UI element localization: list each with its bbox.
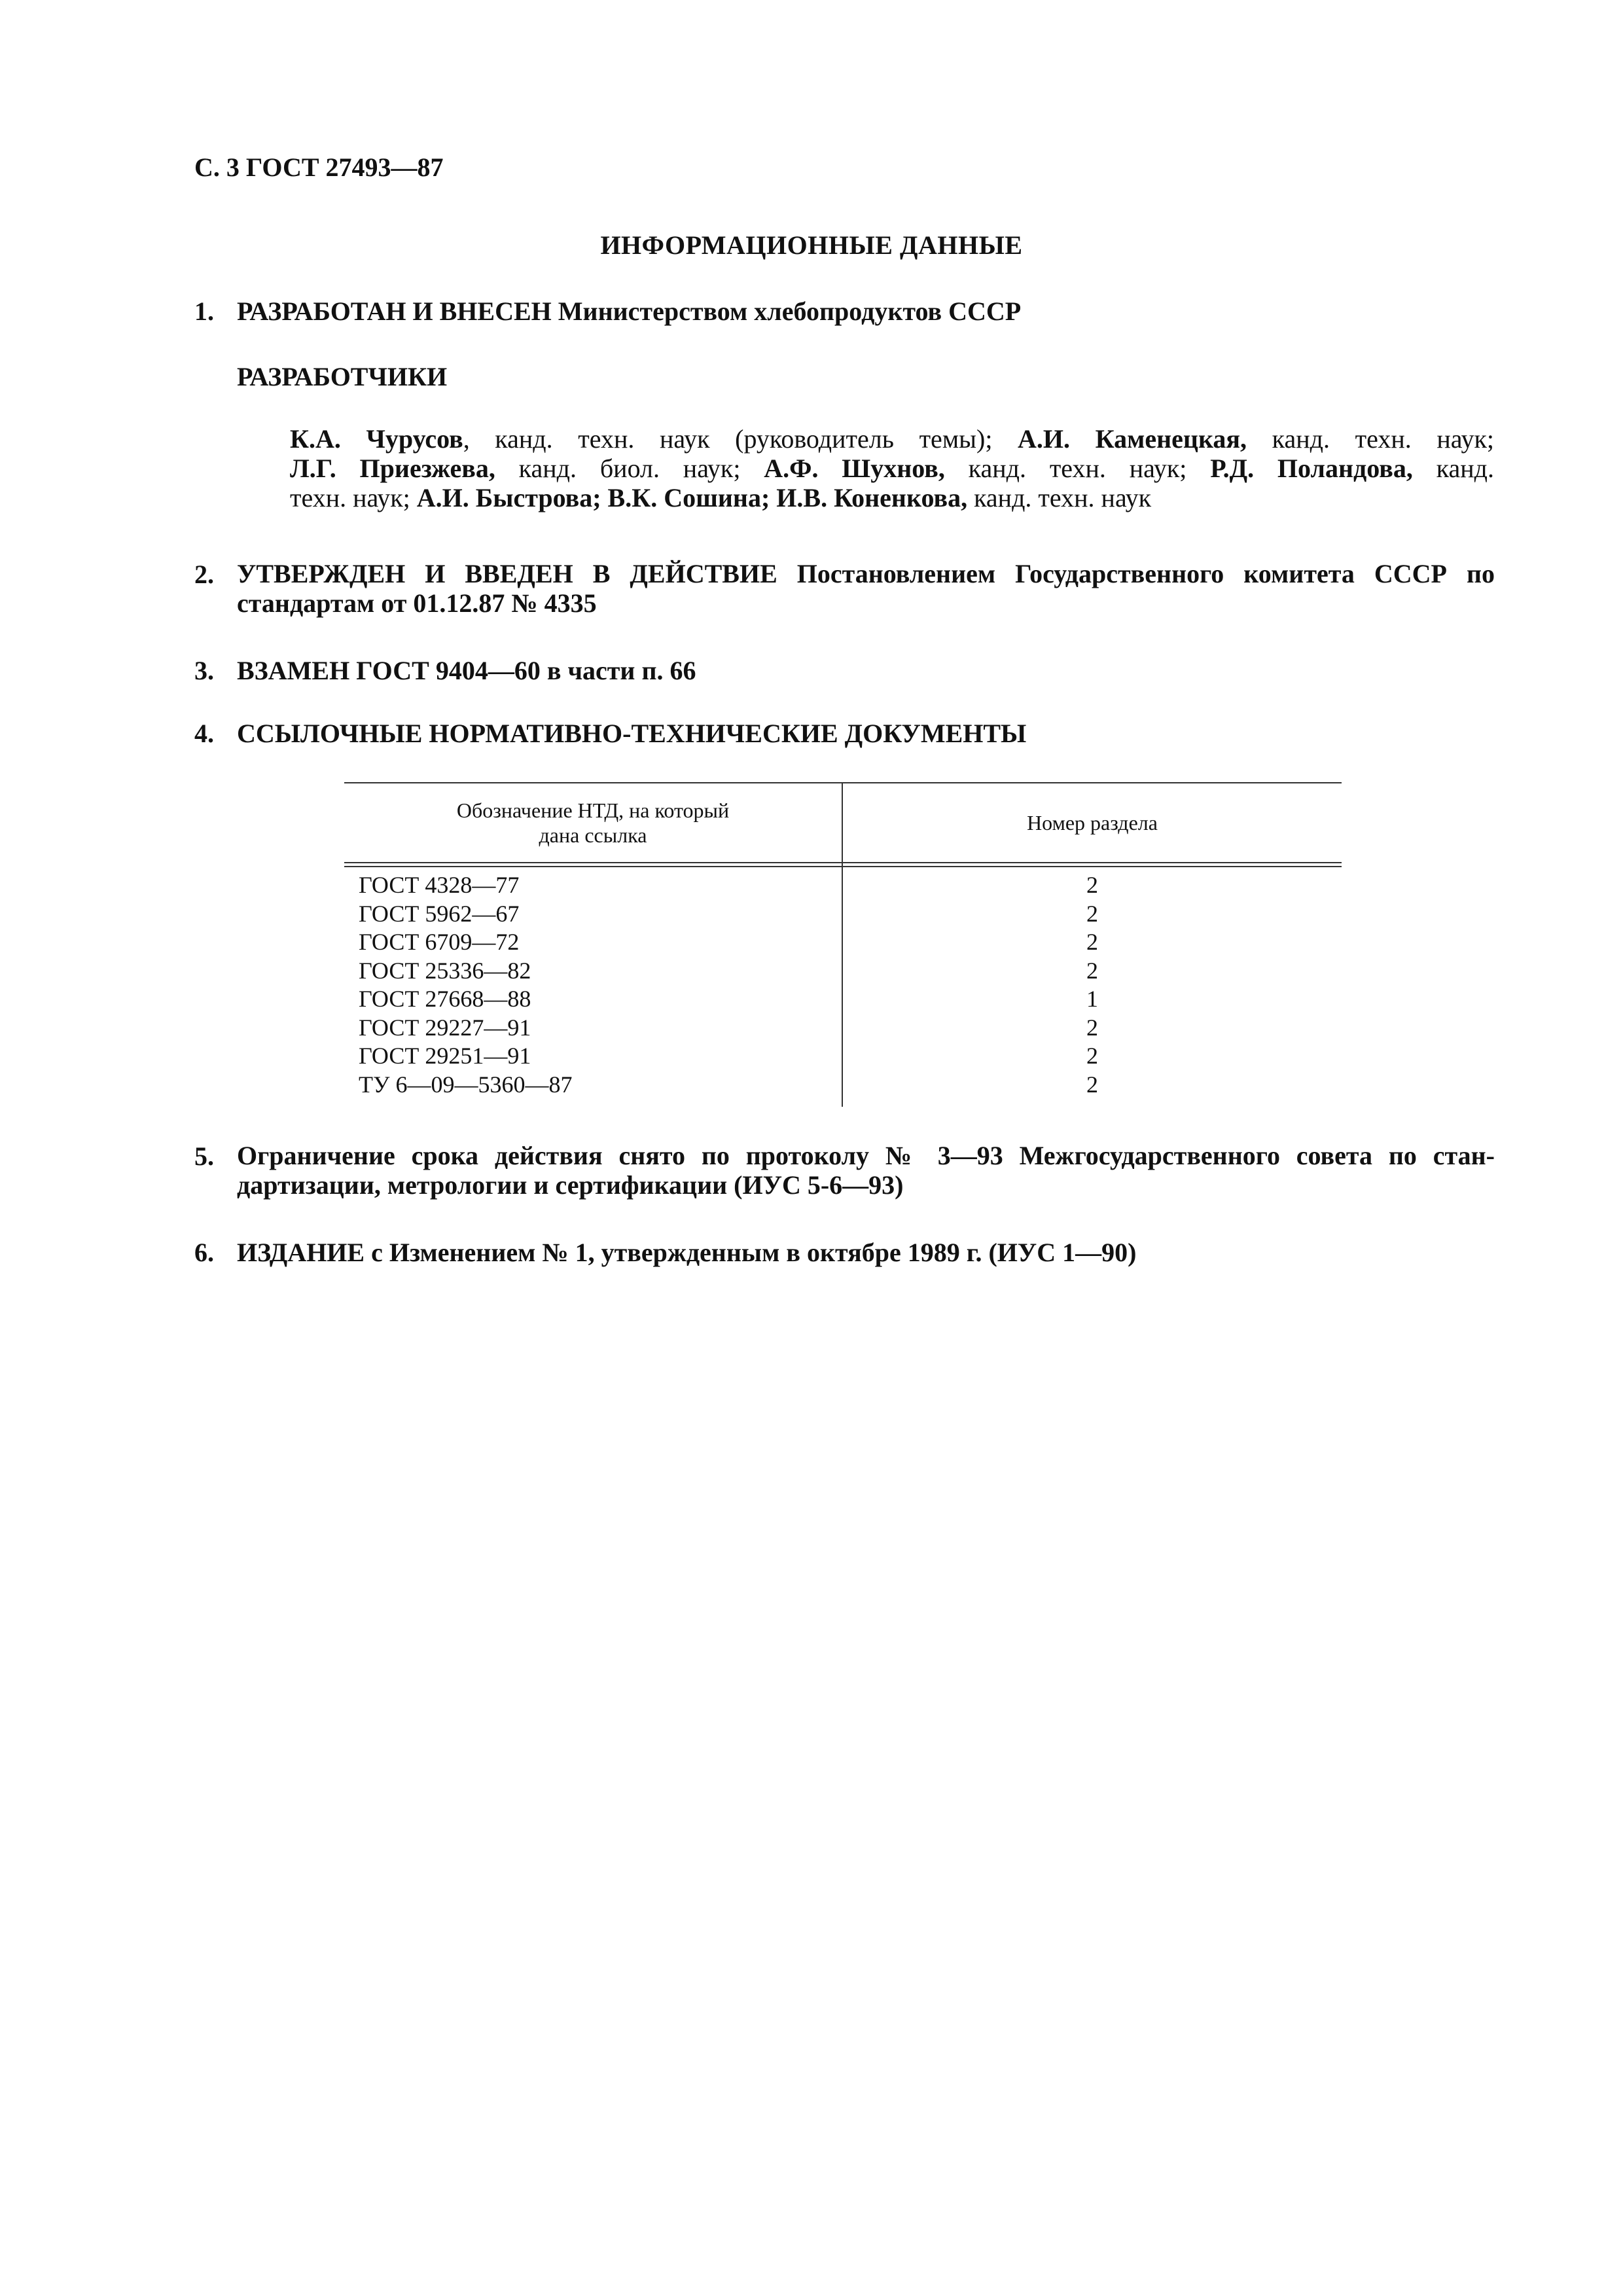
item-1-body: Министерством хлебопродуктов СССР (558, 296, 1022, 326)
page-header: С. 3 ГОСТ 27493—87 (194, 152, 444, 182)
item-number: 1. (194, 296, 214, 326)
table-cell-section: 1 (1086, 986, 1098, 1012)
table-top-rule (344, 782, 1342, 783)
developers-line: техн. наук; А.И. Быстрова; В.К. Сошина; И.В. Коненкова, канд. техн. наук (290, 483, 1152, 512)
table-cell-section: 2 (1086, 900, 1098, 927)
item-number: 3. (194, 656, 214, 685)
table-header-section: Номер раздела (1027, 811, 1158, 834)
table-cell-document: ГОСТ 29227—91 (359, 1014, 531, 1041)
table-cell-document: ТУ 6—09—5360—87 (359, 1071, 573, 1098)
table-cell-section: 2 (1086, 872, 1098, 898)
document-title: ИНФОРМАЦИОННЫЕ ДАННЫЕ (600, 230, 1023, 260)
item-number: 6. (194, 1238, 214, 1267)
table-cell-section: 2 (1086, 929, 1098, 955)
table-cell-section: 2 (1086, 957, 1098, 984)
table-header-rule (344, 862, 1342, 863)
table-header-rule (344, 866, 1342, 867)
item-1-text (237, 296, 1021, 327)
item-number: 5. (194, 1141, 214, 1171)
table-cell-section: 2 (1086, 1043, 1098, 1069)
table-header-document: Обозначение НТД, на который дана ссылка (456, 798, 730, 847)
table-column-sections (843, 871, 1342, 1099)
developers-heading: РАЗРАБОТЧИКИ (237, 362, 448, 391)
item-6-text: ИЗДАНИЕ с Изменением № 1, утвержденным в октябре 1989 г. (ИУС 1—90) (237, 1238, 1137, 1267)
item-1-lead: РАЗРАБОТАН И ВНЕСЕН (237, 296, 552, 326)
table-cell-document: ГОСТ 5962—67 (359, 900, 520, 927)
table-cell-document: ГОСТ 6709—72 (359, 929, 520, 955)
table-cell-document: ГОСТ 25336—82 (359, 957, 531, 984)
developers-line: К.А. Чурусов, канд. техн. наук (руководитель темы); А.И. Каменецкая, канд. техн. наук; (290, 424, 1494, 454)
table-cell-document: ГОСТ 27668—88 (359, 986, 531, 1012)
table-cell-document: ГОСТ 4328—77 (359, 872, 520, 898)
table-cell-document: ГОСТ 29251—91 (359, 1043, 531, 1069)
item-number: 4. (194, 719, 214, 748)
item-number: 2. (194, 560, 214, 589)
item-4-text: ССЫЛОЧНЫЕ НОРМАТИВНО-ТЕХНИЧЕСКИЕ ДОКУМЕНТЫ (237, 719, 1027, 748)
item-3-text: ВЗАМЕН ГОСТ 9404—60 в части п. 66 (237, 656, 696, 685)
developers-list (290, 424, 1494, 512)
item-5-text: Ограничение срока действия снято по протоколу № 3—93 Межгосударственного совета по стан- дартизации, метрологии и сертификации (ИУС 5-6—93) (237, 1141, 1495, 1200)
table-cell-section: 2 (1086, 1071, 1098, 1098)
item-2-text: УТВЕРЖДЕН И ВВЕДЕН В ДЕЙСТВИЕ Постановлением Государственного комитета СССР по стандартам от 01.12.87 № 4335 (237, 559, 1495, 618)
table-cell-section: 2 (1086, 1014, 1098, 1041)
developers-line: Л.Г. Приезжева, канд. биол. наук; А.Ф. Шухнов, канд. техн. наук; Р.Д. Поландова, канд. (290, 454, 1494, 483)
table-column-documents (359, 871, 830, 1099)
reference-documents-table (344, 782, 1342, 1109)
